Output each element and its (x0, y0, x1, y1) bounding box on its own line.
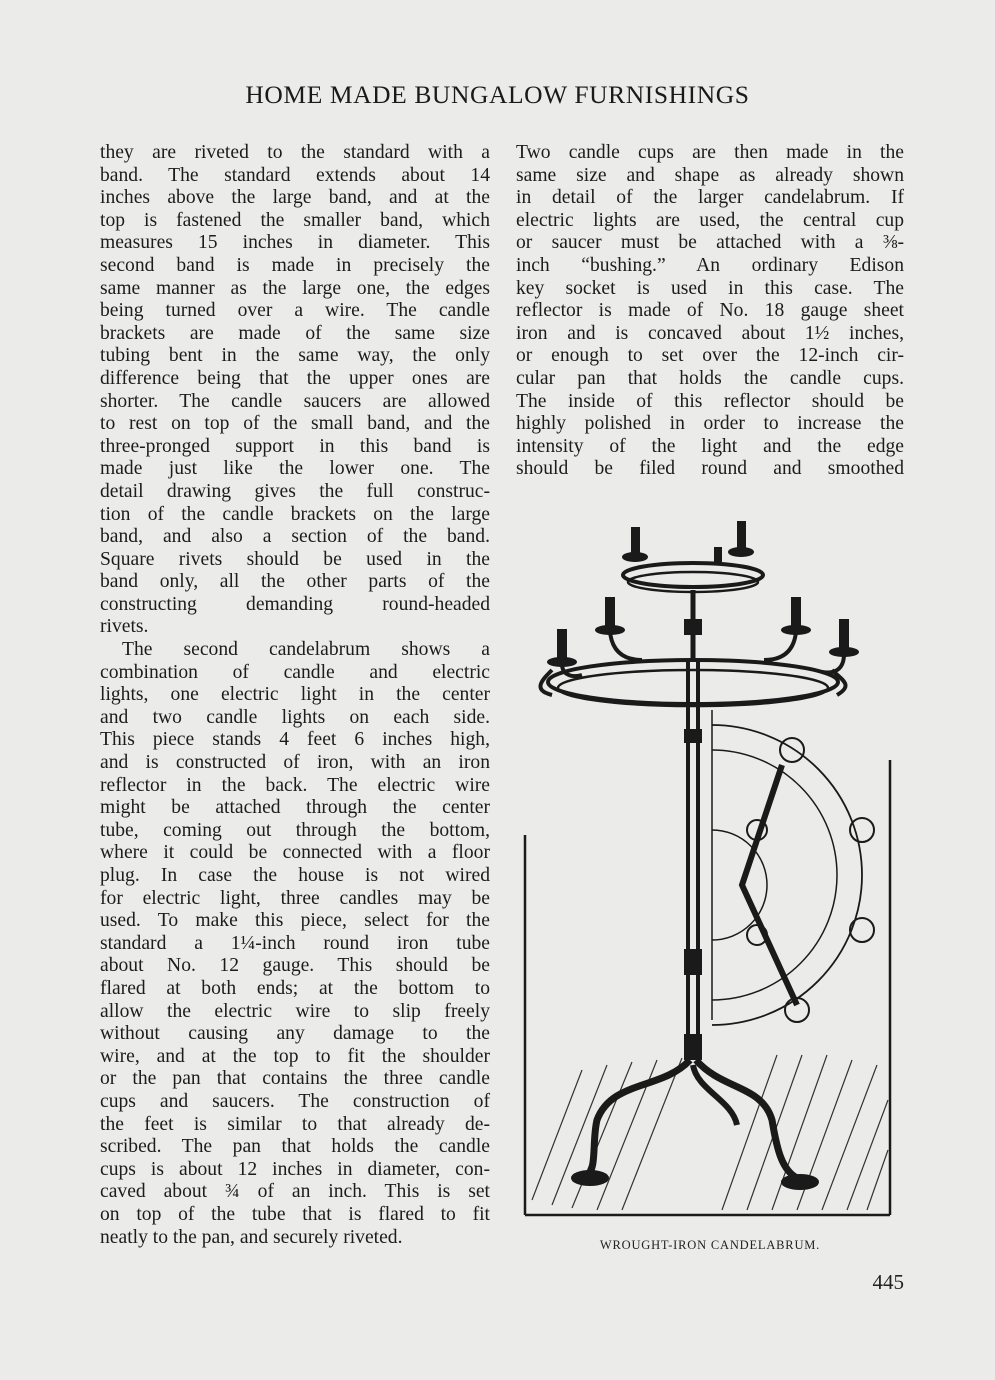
text-line: neatly to the pan, and securely riveted. (100, 1226, 403, 1248)
text-line: and two candle lights on each side. (100, 706, 490, 728)
text-line: Square rivets should be used in the (100, 548, 490, 570)
left-text-column (100, 142, 490, 1249)
text-line: standard a 1¼-inch round iron tube (100, 932, 490, 954)
text-line: detail drawing gives the full construc- (100, 480, 490, 502)
text-line: caved about ¾ of an inch. This is set (100, 1181, 490, 1203)
text-line: cular pan that holds the candle cups. (516, 367, 904, 389)
text-line: without causing any damage to the (100, 1023, 490, 1045)
text-line: shorter. The candle saucers are allowed (100, 390, 490, 412)
text-line: where it could be connected with a floor (100, 842, 490, 864)
text-line: tion of the candle brackets on the large (100, 503, 490, 525)
text-line: brackets are made of the same size (100, 322, 490, 344)
text-line: reflector in the back. The electric wire (100, 774, 490, 796)
text-line: or the pan that contains the three candle (100, 1068, 490, 1090)
text-line: wire, and at the top to fit the shoulder (100, 1045, 490, 1067)
text-line: the feet is similar to that already de- (100, 1113, 490, 1135)
text-line: tubing bent in the same way, the only (100, 345, 490, 367)
running-header: HOME MADE BUNGALOW FURNISHINGS (245, 80, 750, 109)
text-line: difference being that the upper ones are (100, 367, 490, 389)
text-line: key socket is used in this case. The (516, 277, 904, 299)
text-line: inches above the large band, and at the (100, 187, 490, 209)
text-line: and is constructed of iron, with an iron (100, 752, 490, 774)
text-line: second band is made in precisely the (100, 254, 490, 276)
text-line: might be attached through the center (100, 797, 490, 819)
text-line: The second candelabrum shows a (122, 639, 490, 661)
candelabrum-illustration (522, 510, 900, 1220)
text-line: measures 15 inches in diameter. This (100, 232, 490, 254)
text-line: reflector is made of No. 18 gauge sheet (516, 300, 904, 322)
text-line: made just like the lower one. The (100, 458, 490, 480)
text-line: inch “bushing.” An ordinary Edison (516, 254, 904, 276)
text-line: same size and shape as already shown (516, 164, 904, 186)
text-line: electric lights are used, the central cup (516, 209, 904, 231)
text-line: This piece stands 4 feet 6 inches high, (100, 729, 490, 751)
text-line: scribed. The pan that holds the candle (100, 1136, 490, 1158)
text-line: band, and also a section of the band. (100, 526, 490, 548)
text-line: cups and saucers. The construction of (100, 1090, 490, 1112)
text-line: being turned over a wire. The candle (100, 300, 490, 322)
text-line: iron and is concaved about 1½ inches, (516, 322, 904, 344)
text-line: band. The standard extends about 14 (100, 164, 490, 186)
text-line: three-pronged support in this band is (100, 435, 490, 457)
text-line: combination of candle and electric (100, 661, 490, 683)
text-line: tube, coming out through the bottom, (100, 819, 490, 841)
text-line: or enough to set over the 12-inch cir- (516, 345, 904, 367)
text-line: they are riveted to the standard with a (100, 142, 490, 163)
text-line: flared at both ends; at the bottom to (100, 977, 490, 999)
text-line: constructing demanding round-headed (100, 593, 490, 615)
text-line: intensity of the light and the edge (516, 435, 904, 457)
text-line: plug. In case the house is not wired (100, 865, 490, 886)
text-line: rivets. (100, 616, 149, 638)
candelabrum-icon (522, 510, 900, 1220)
text-line: Two candle cups are then made in the (516, 142, 904, 163)
text-line: about No. 12 gauge. This should be (100, 955, 490, 977)
text-line: highly polished in order to increase the (516, 413, 904, 435)
text-line: lights, one electric light in the center (100, 684, 490, 706)
text-line: band only, all the other parts of the (100, 571, 490, 593)
text-line: top is fastened the smaller band, which (100, 209, 490, 231)
text-line: should be filed round and smoothed (516, 458, 904, 480)
right-text-column (516, 142, 904, 481)
figure-caption: WROUGHT-IRON CANDELABRUM. (599, 1238, 821, 1252)
page-number: 445 (872, 1270, 904, 1294)
text-line: in detail of the larger candelabrum. If (516, 187, 904, 209)
text-line: same manner as the large one, the edges (100, 277, 490, 299)
text-line: for electric light, three candles may be (100, 887, 490, 909)
text-line: used. To make this piece, select for the (100, 910, 490, 932)
text-line: The inside of this reflector should be (516, 390, 904, 412)
text-line: to rest on top of the small band, and the (100, 413, 490, 435)
text-line: cups is about 12 inches in diameter, con- (100, 1158, 490, 1180)
text-line: on top of the tube that is flared to fit (100, 1203, 490, 1225)
text-line: or saucer must be attached with a ⅜- (516, 232, 904, 254)
text-line: allow the electric wire to slip freely (100, 1000, 490, 1022)
